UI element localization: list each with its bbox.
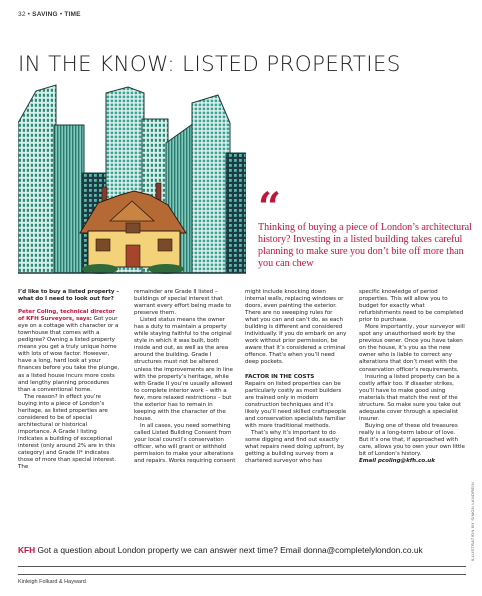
page-title: IN THE KNOW: LISTED PROPERTIES [18, 52, 401, 77]
paragraph-text: Got your eye on a cottage with character or a townhouse that comes with a pedigree? Owning a listed property means you get a truly unique home with lots of wow factor. However, have a long, hard look at your finances before you take the plunge, as a listed house incurs more costs and lengthy planning procedures than a conventional home. [18, 316, 120, 393]
paragraph: More importantly, your surveyor will spot any unauthorised work by the previous owner. Once you have taken on the house, it’s you as the new owner who is liable to correct any alterations that don’t meet with the conservation officer’s requirements. [359, 324, 465, 373]
footer-brand: Kinleigh Folkard & Hayward [18, 579, 86, 585]
paragraph: might include knocking down internal walls, replacing windows or doors, even painting the exterior. There are no sweeping rules for what you can and can’t do, as each building is different and considered individually. If you do embark on any work without prior permission, be aware that it’s considered a criminal offence. That’s when you’ll need deep pockets. [245, 289, 347, 366]
footer-rule-2 [18, 574, 466, 575]
city-skyline-with-listed-cottage-illustration [18, 83, 246, 275]
magazine-name: TIME [64, 11, 81, 18]
pull-quote: Thinking of buying a piece of London’s architectural history? Investing in a listed building takes careful planning to make sure you don’t bite off more than you can chew [258, 222, 472, 270]
illustration-credit: ILLUSTRATION BY SIMON LANDREIN [470, 482, 475, 562]
footer-rule [18, 566, 466, 567]
author-email: Email pcoling@kfh.co.uk [359, 458, 435, 465]
paragraph: remainder are Grade II listed – buildings of special interest that warrant every effort being made to preserve them. [134, 289, 232, 317]
paragraph: Repairs on listed properties can be particularly costly as most builders are trained only in modern construction techniques and it’s likely you’ll need skilled craftspeople and conservation specialists familiar with more traditional methods. [245, 380, 347, 429]
answer-byline: Peter Coling, technical director of KFH Surveyors, says: [18, 309, 115, 323]
page-header [18, 11, 81, 18]
paragraph: Buying one of these old treasures really is a long-term labour of love. But it’s one that, if approached with care, allows you to own your own little bit of London’s history. [359, 422, 465, 458]
paragraph: The reason? In effect you’re buying into a piece of London’s heritage, as listed properties are considered to be of special architectural or historical importance. A Grade I listing indicates a building of exceptional interest (only around 2% are in this category) and Grade II* indicates those of more than special interest. The [18, 393, 116, 471]
article-column-2 [134, 289, 236, 465]
question-heading: I’d like to buy a listed property – what do I need to look out for? [18, 289, 120, 303]
article-column-1 [18, 289, 120, 471]
footer-call-to-action [18, 545, 423, 555]
paragraph: In all cases, you need something called Listed Building Consent from your local council’s conservation officer, who will grant or withhold permission to make your alterations and repairs. Works requiring consent [134, 422, 236, 465]
quote-mark-icon: “ [258, 184, 282, 231]
header-separator: • [27, 11, 31, 18]
page-number: 32 [18, 11, 26, 18]
article-column-4 [359, 289, 465, 465]
paragraph: specific knowledge of period properties. This will allow you to budget for exactly what refurbishments need to be completed prior to purchase. [359, 289, 464, 324]
footer-cta-text: Got a question about London property we can answer next time? Email donna@completelylondon.co.uk [35, 545, 423, 555]
kfh-label: KFH [18, 545, 36, 555]
paragraph: That’s why it’s important to do some digging and find out exactly what repairs need doing upfront, by getting a building survey from a chartered surveyor who has [245, 429, 344, 465]
section-name: SAVING [32, 11, 58, 18]
article-column-3 [245, 289, 347, 465]
paragraph: Listed status means the owner has a duty to maintain a property while staying faithful to the original style in which it was built, both inside and out, as well as the area around the building. Grade I structures must not be altered unless the improvements are in line with the property’s heritage, while with Grade II you’re usually allowed to complete interior work – with a few, more relaxed restrictions – but the exterior has to remain in keeping with the character of the house. [134, 317, 233, 422]
paragraph: Insuring a listed property can be a costly affair too. If disaster strikes, you’ll have to make good using materials that match the rest of the structure. So make sure you take out adequate cover through a specialist insurer. [359, 373, 461, 422]
subheading: FACTOR IN THE COSTS [245, 373, 315, 380]
header-separator-2: • [59, 11, 63, 18]
paragraph [18, 309, 120, 394]
